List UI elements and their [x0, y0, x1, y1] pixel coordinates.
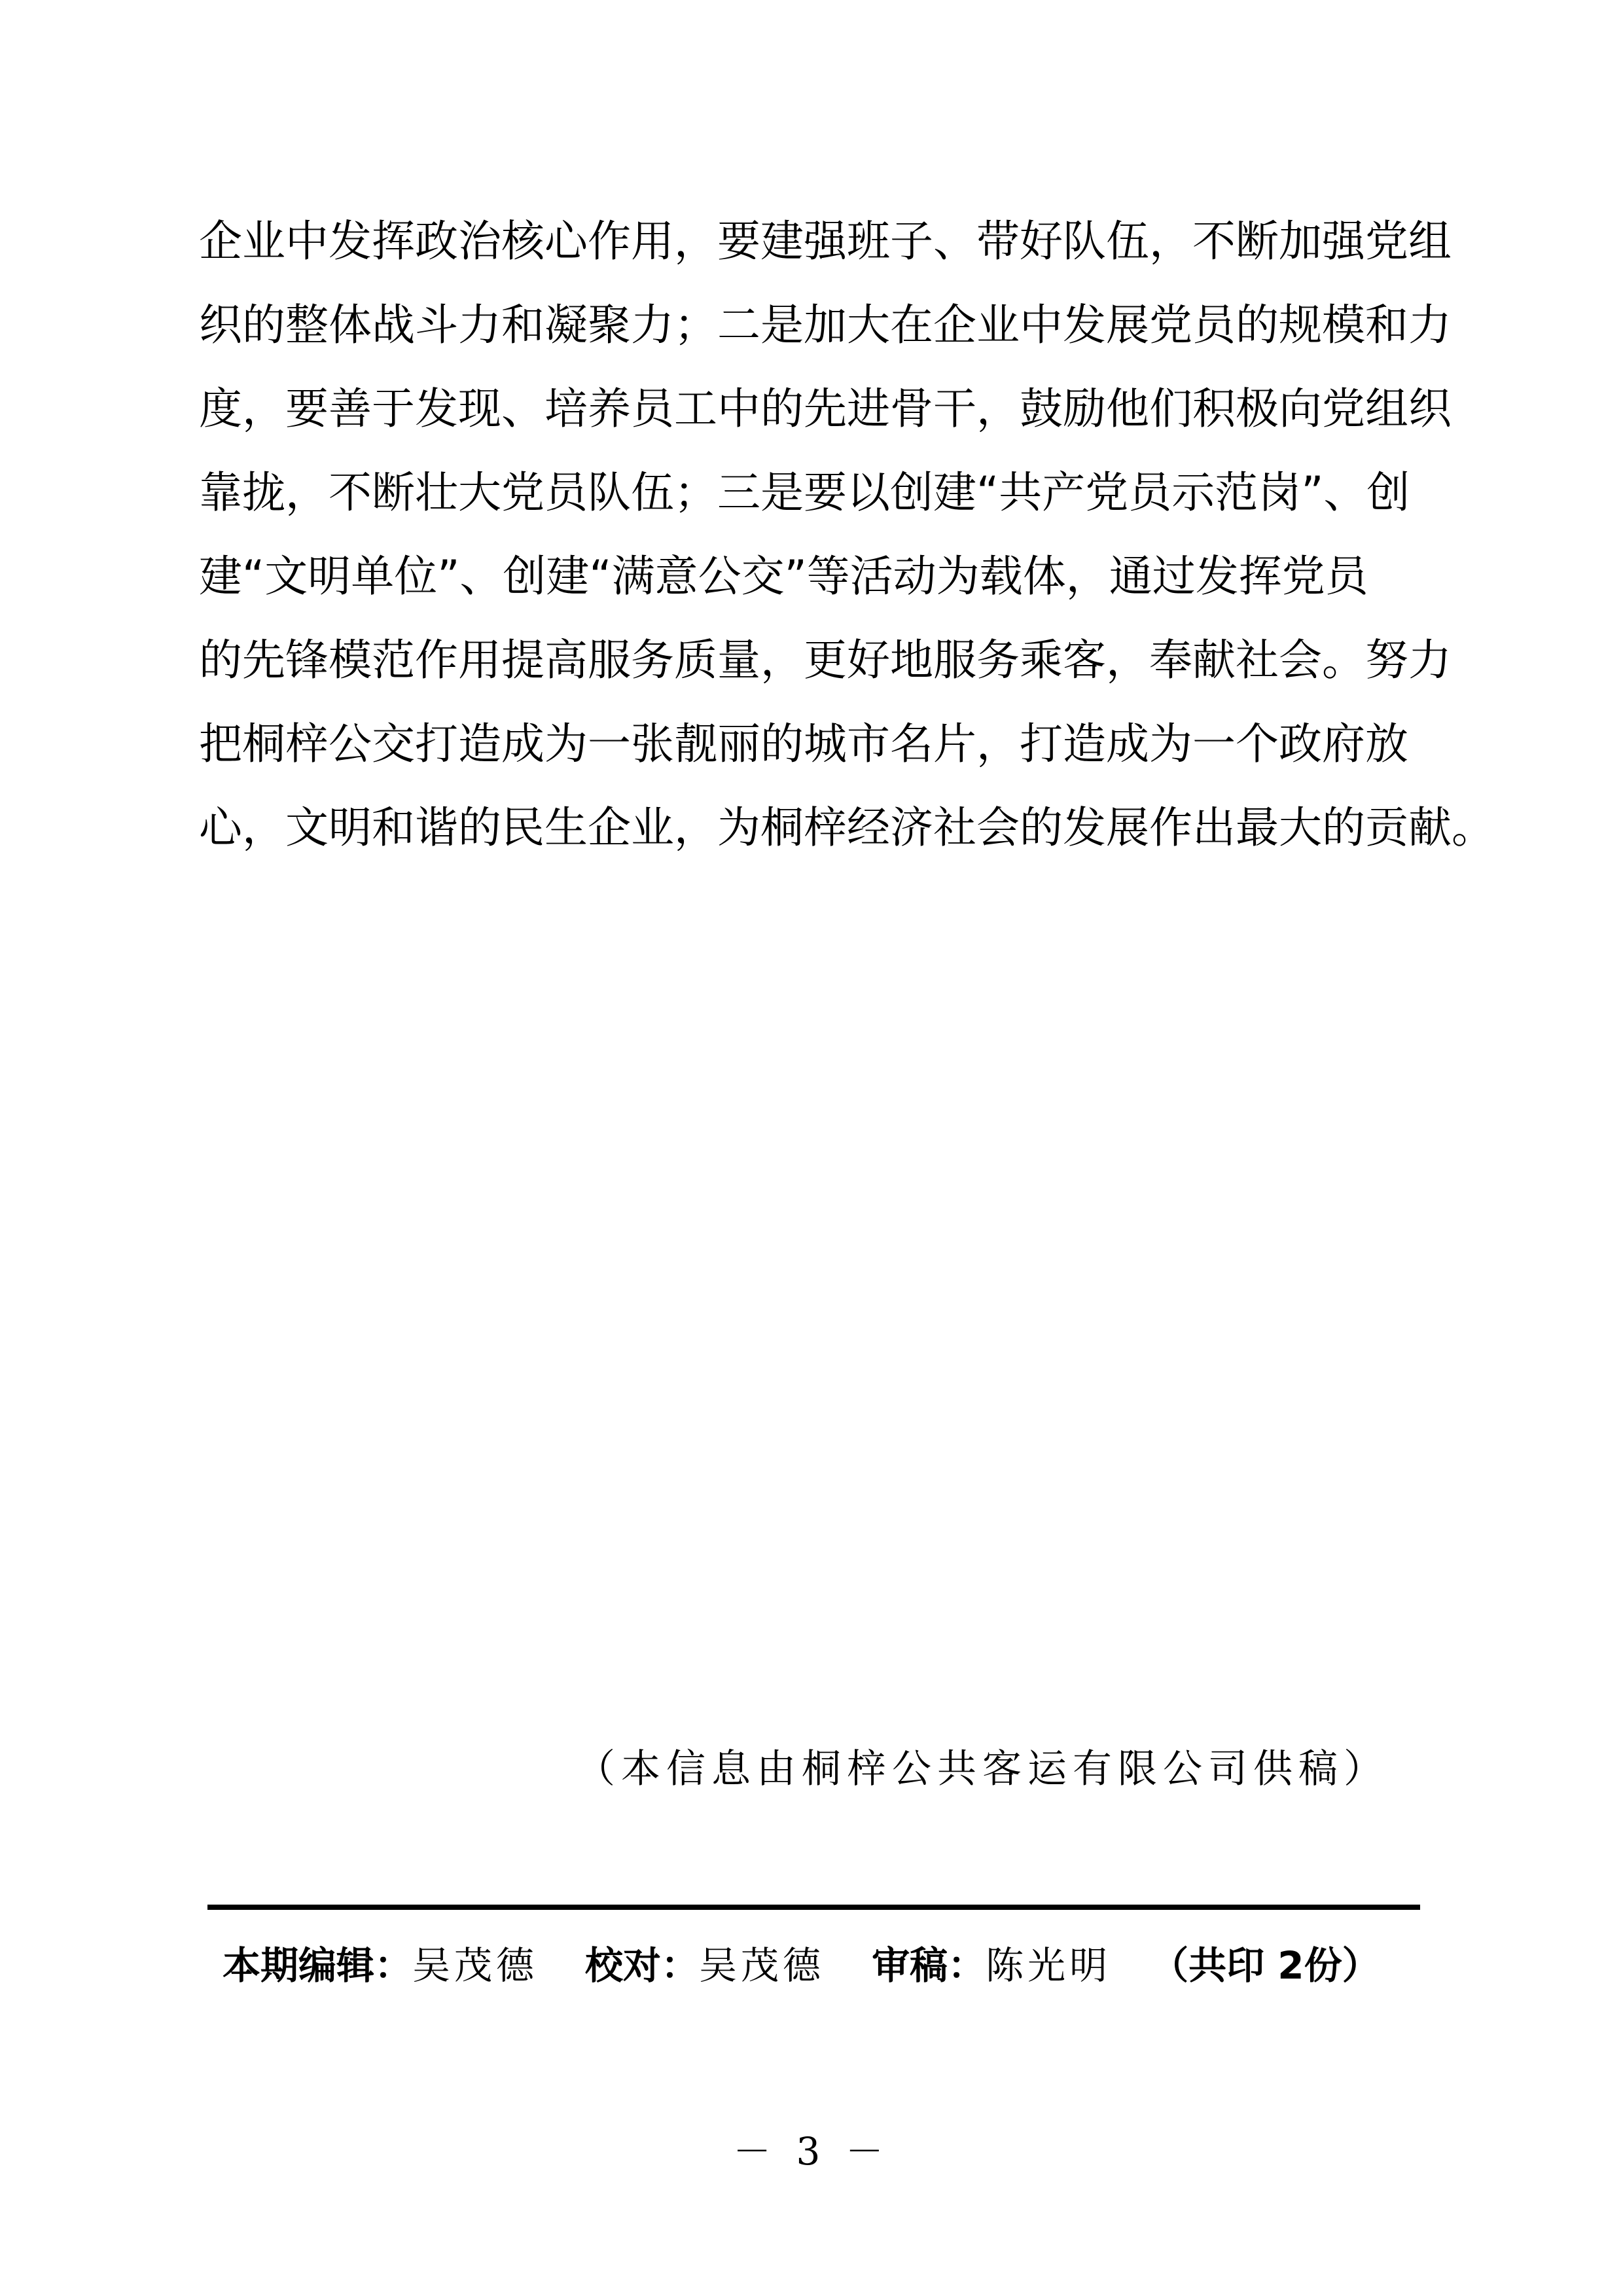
copies-count: （共印 2份）: [1150, 1943, 1380, 1988]
body-line: 靠拢，不断壮大党员队伍；三是要以创建“共产党员示范岗”、创: [199, 467, 1410, 518]
page-number: － 3 －: [733, 2129, 890, 2174]
body-line: 度，要善于发现、培养员工中的先进骨干，鼓励他们积极向党组织: [199, 384, 1452, 434]
body-line: 的先锋模范作用提高服务质量，更好地服务乘客，奉献社会。努力: [199, 635, 1452, 685]
proofreader-name: 吴茂德: [699, 1943, 825, 1988]
body-line: 织的整体战斗力和凝聚力；二是加大在企业中发展党员的规模和力: [199, 300, 1452, 350]
body-paragraph: [199, 200, 1495, 870]
source-credit: （本信息由桐梓公共客运有限公司供稿）: [576, 1746, 1389, 1792]
footer-divider: [207, 1905, 1420, 1910]
body-line: 建“文明单位”、创建“满意公交”等活动为载体，通过发挥党员: [199, 551, 1368, 601]
body-line: 把桐梓公交打造成为一张靓丽的城市名片，打造成为一个政府放: [199, 719, 1408, 769]
proofreader-label: 校对：: [585, 1943, 700, 1988]
reviewer-name: 陈光明: [986, 1943, 1112, 1988]
publication-footer: [223, 1939, 1420, 1992]
editor-label: 本期编辑：: [223, 1943, 413, 1988]
editor-name: 吴茂德: [412, 1943, 539, 1988]
reviewer-label: 审稿：: [872, 1943, 986, 1988]
body-line: 企业中发挥政治核心作用，要建强班子、带好队伍，不断加强党组: [199, 216, 1452, 266]
body-line: 心，文明和谐的民生企业，为桐梓经济社会的发展作出最大的贡献。: [199, 802, 1495, 853]
